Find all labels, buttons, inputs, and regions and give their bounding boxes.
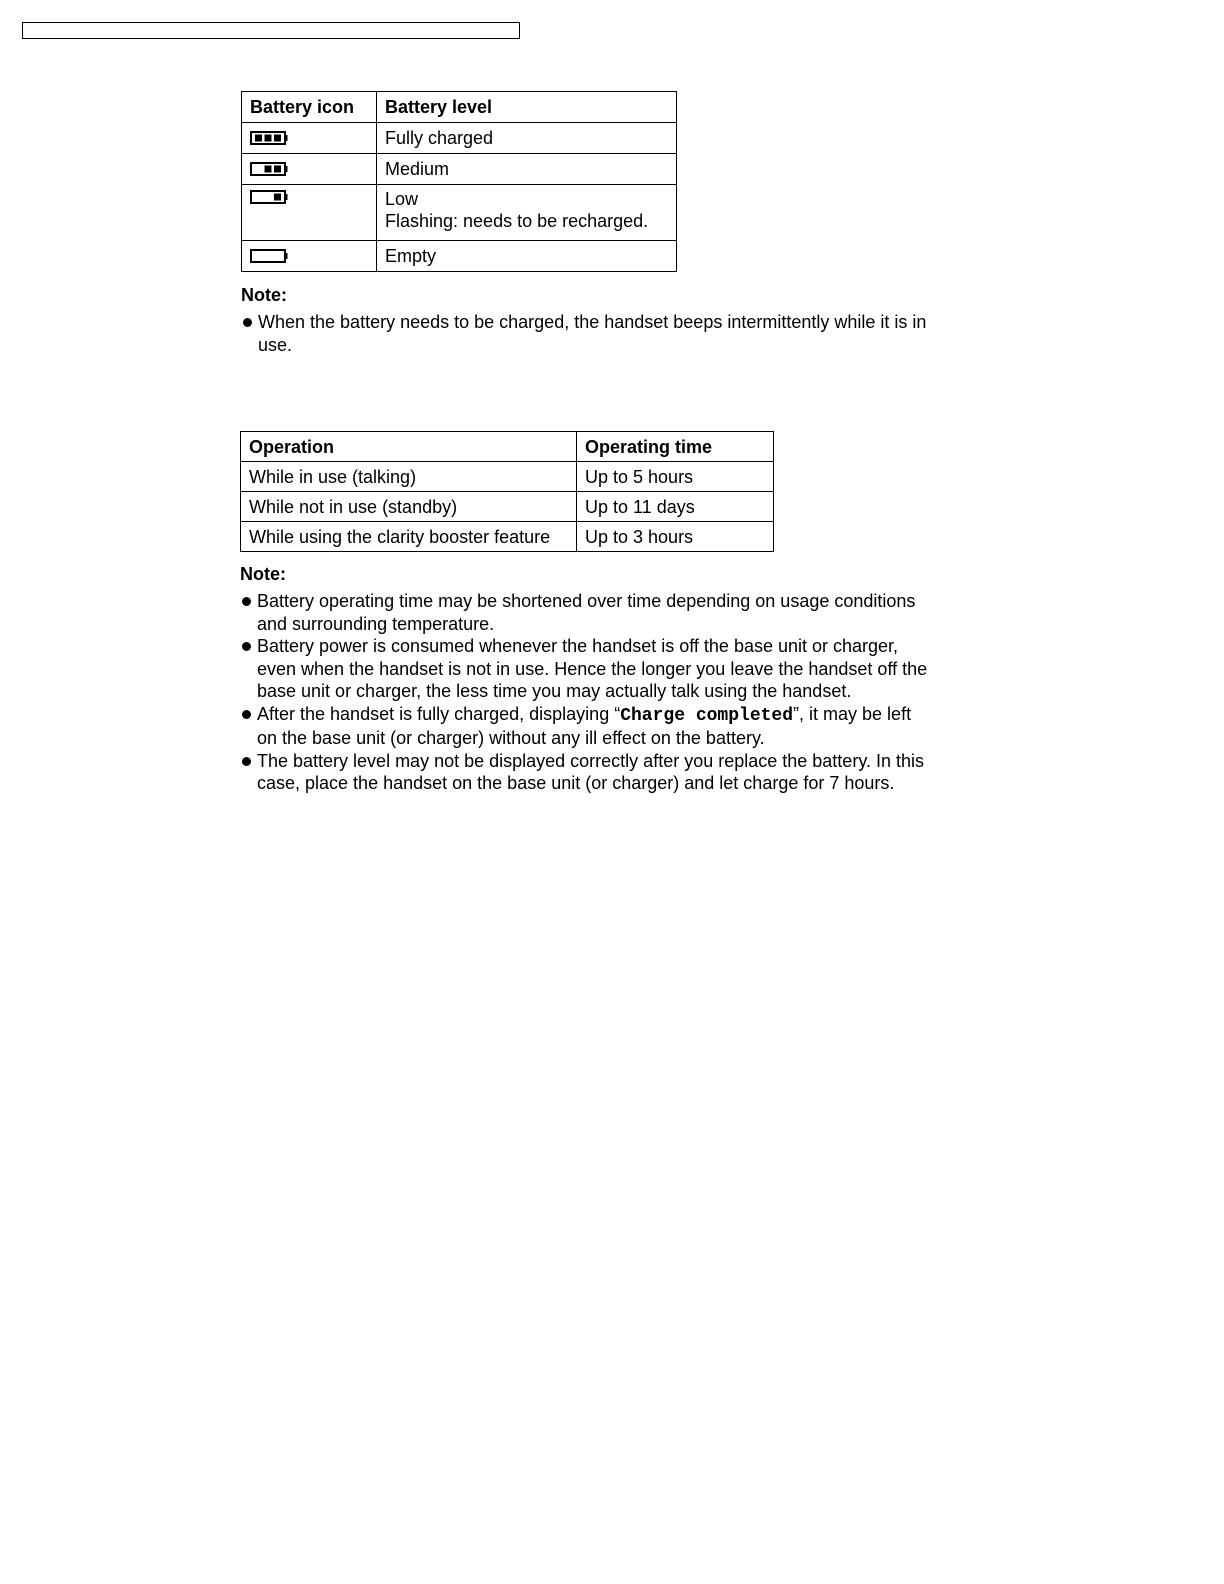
battery-level-table	[241, 91, 677, 272]
operating-time-table	[240, 431, 774, 552]
note-heading: Note:	[241, 285, 287, 305]
battery-empty-icon	[250, 249, 288, 263]
header-operating-time: Operating time	[577, 432, 774, 462]
time-cell: Up to 3 hours	[577, 522, 774, 552]
header-box	[22, 22, 520, 39]
list-item: Battery operating time may be shortened over time depending on usage conditions and surrounding temperature.	[240, 590, 930, 635]
note-heading: Note:	[240, 564, 286, 584]
table-row	[242, 241, 677, 272]
list-item: When the battery needs to be charged, the handset beeps intermittently while it is in use.	[241, 311, 931, 356]
table-row	[242, 123, 677, 154]
battery-medium-icon	[250, 162, 288, 176]
battery-level-text: Fully charged	[377, 123, 677, 154]
battery-level-text: Empty	[377, 241, 677, 272]
list-item: Battery power is consumed whenever the handset is off the base unit or charger, even when the handset is not in use. Hence the longer you leave the handset off the base unit or charger, the less time you may actually talk using the handset.	[240, 635, 930, 703]
battery-low-icon	[250, 190, 288, 204]
operation-cell: While using the clarity booster feature	[241, 522, 577, 552]
table-row	[241, 522, 774, 552]
table-row	[241, 492, 774, 522]
header-operation: Operation	[241, 432, 577, 462]
battery-level-extra: Flashing: needs to be recharged.	[385, 211, 649, 231]
list-item: After the handset is fully charged, displaying “Charge completed”, it may be left on the base unit (or charger) without any ill effect on the battery.	[240, 703, 930, 750]
operation-cell: While not in use (standby)	[241, 492, 577, 522]
battery-full-icon	[250, 131, 288, 145]
battery-level-text: Medium	[377, 154, 677, 185]
charge-completed-display-text: Charge completed	[620, 705, 794, 726]
time-cell: Up to 11 days	[577, 492, 774, 522]
header-battery-icon: Battery icon	[242, 92, 377, 123]
table-row	[241, 462, 774, 492]
battery-level-text: Low	[385, 189, 419, 209]
note-list	[241, 311, 931, 356]
time-cell: Up to 5 hours	[577, 462, 774, 492]
table-row	[242, 154, 677, 185]
table-row	[242, 185, 677, 241]
header-battery-level: Battery level	[377, 92, 677, 123]
list-item: The battery level may not be displayed correctly after you replace the battery. In this case, place the handset on the base unit (or charger) and let charge for 7 hours.	[240, 750, 930, 795]
operation-cell: While in use (talking)	[241, 462, 577, 492]
note-list	[240, 590, 930, 795]
